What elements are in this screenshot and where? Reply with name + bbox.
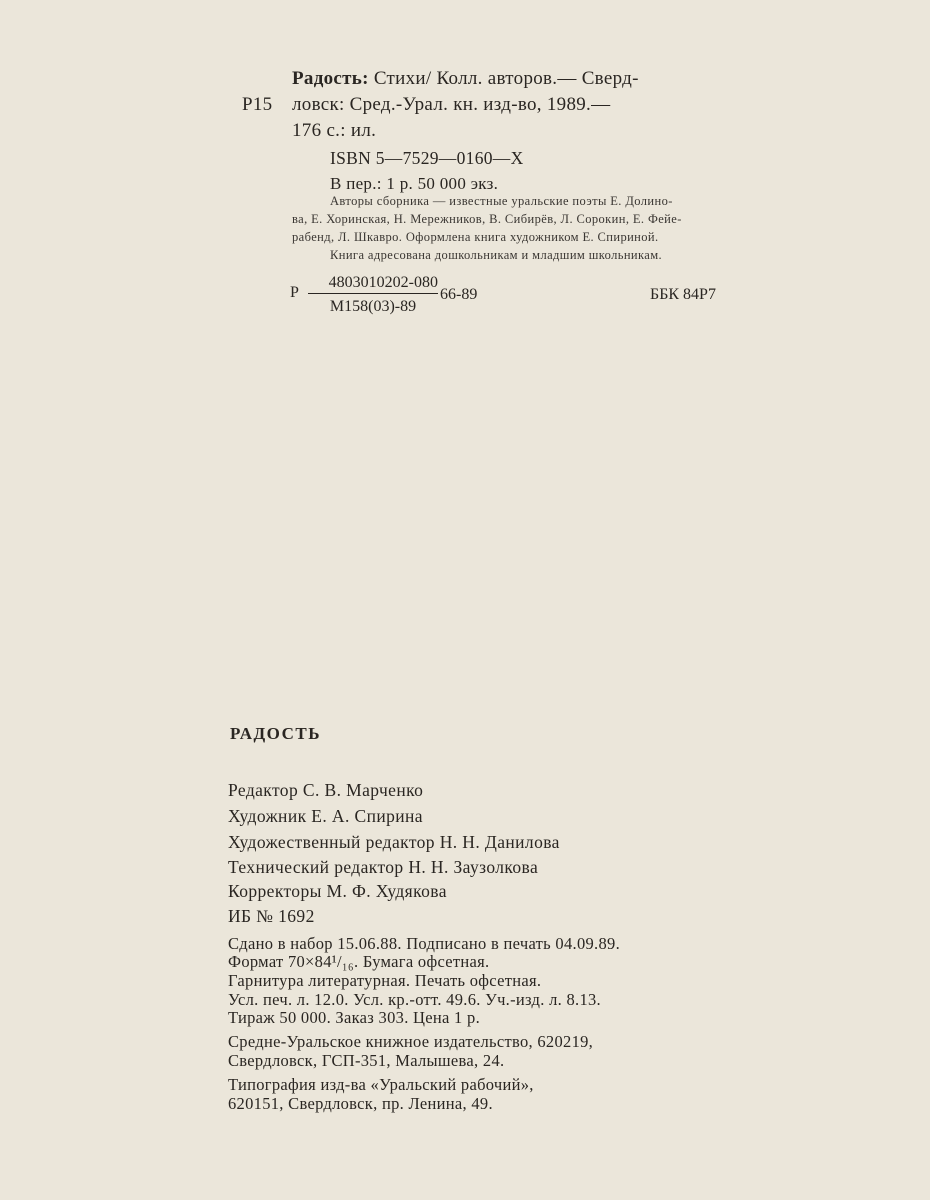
catalog-line-3: 176 с.: ил. (292, 120, 377, 141)
classification-code: Р15 (242, 94, 273, 115)
publisher-line: Средне-Уральское книжное издательство, 620219, (228, 1032, 594, 1051)
credit-line: Редактор С. В. Марченко (228, 780, 424, 800)
annotation-line: Авторы сборника — известные уральские поэты Е. Долино- (330, 194, 673, 208)
index-denominator: М158(03)-89 (329, 298, 417, 315)
ib-number: ИБ № 1692 (228, 906, 315, 926)
isbn: ISBN 5—7529—0160—X (330, 148, 524, 168)
production-line: Усл. печ. л. 12.0. Усл. кр.-отт. 49.6. Уч.-изд. л. 8.13. (228, 990, 601, 1009)
production-line: Формат 70×84¹/₁₆. Бумага офсетная. (228, 952, 490, 971)
catalog-line-1: Стихи/ Колл. авторов.— Сверд- (373, 68, 639, 89)
annotation-line: рабенд, Л. Шкавро. Оформлена книга художником Е. Спириной. (292, 230, 659, 244)
index-fraction (308, 274, 438, 316)
index-numerator: 4803010202-080 (308, 274, 438, 294)
production-line: Тираж 50 000. Заказ 303. Цена 1 р. (228, 1008, 481, 1027)
book-title: Радость: (292, 68, 369, 89)
bbk-code: ББК 84Р7 (650, 286, 716, 303)
index-suffix: 66-89 (440, 286, 478, 303)
production-line: Сдано в набор 15.06.88. Подписано в печать 04.09.89. (228, 934, 621, 953)
printer-line: Типография изд-ва «Уральский рабочий», (228, 1075, 534, 1094)
publisher-line: Свердловск, ГСП-351, Малышева, 24. (228, 1051, 505, 1070)
credit-line: Корректоры М. Ф. Худякова (228, 881, 447, 901)
credit-line: Художник Е. А. Спирина (228, 806, 423, 826)
index-prefix: Р (290, 284, 299, 301)
catalog-title-line (292, 68, 639, 90)
annotation-line: Книга адресована дошкольникам и младшим школьникам. (330, 248, 663, 262)
colophon-heading: РАДОСТЬ (230, 724, 321, 743)
production-line: Гарнитура литературная. Печать офсетная. (228, 971, 542, 990)
price-line: В пер.: 1 р. 50 000 экз. (330, 174, 499, 193)
credit-line: Художественный редактор Н. Н. Данилова (228, 832, 560, 852)
annotation-line: ва, Е. Хоринская, Н. Мережников, В. Сибирёв, Л. Сорокин, Е. Фейе- (292, 212, 682, 226)
credit-line: Технический редактор Н. Н. Заузолкова (228, 857, 539, 877)
printer-line: 620151, Свердловск, пр. Ленина, 49. (228, 1094, 493, 1113)
catalog-line-2: ловск: Сред.-Урал. кн. изд-во, 1989.— (292, 94, 611, 115)
